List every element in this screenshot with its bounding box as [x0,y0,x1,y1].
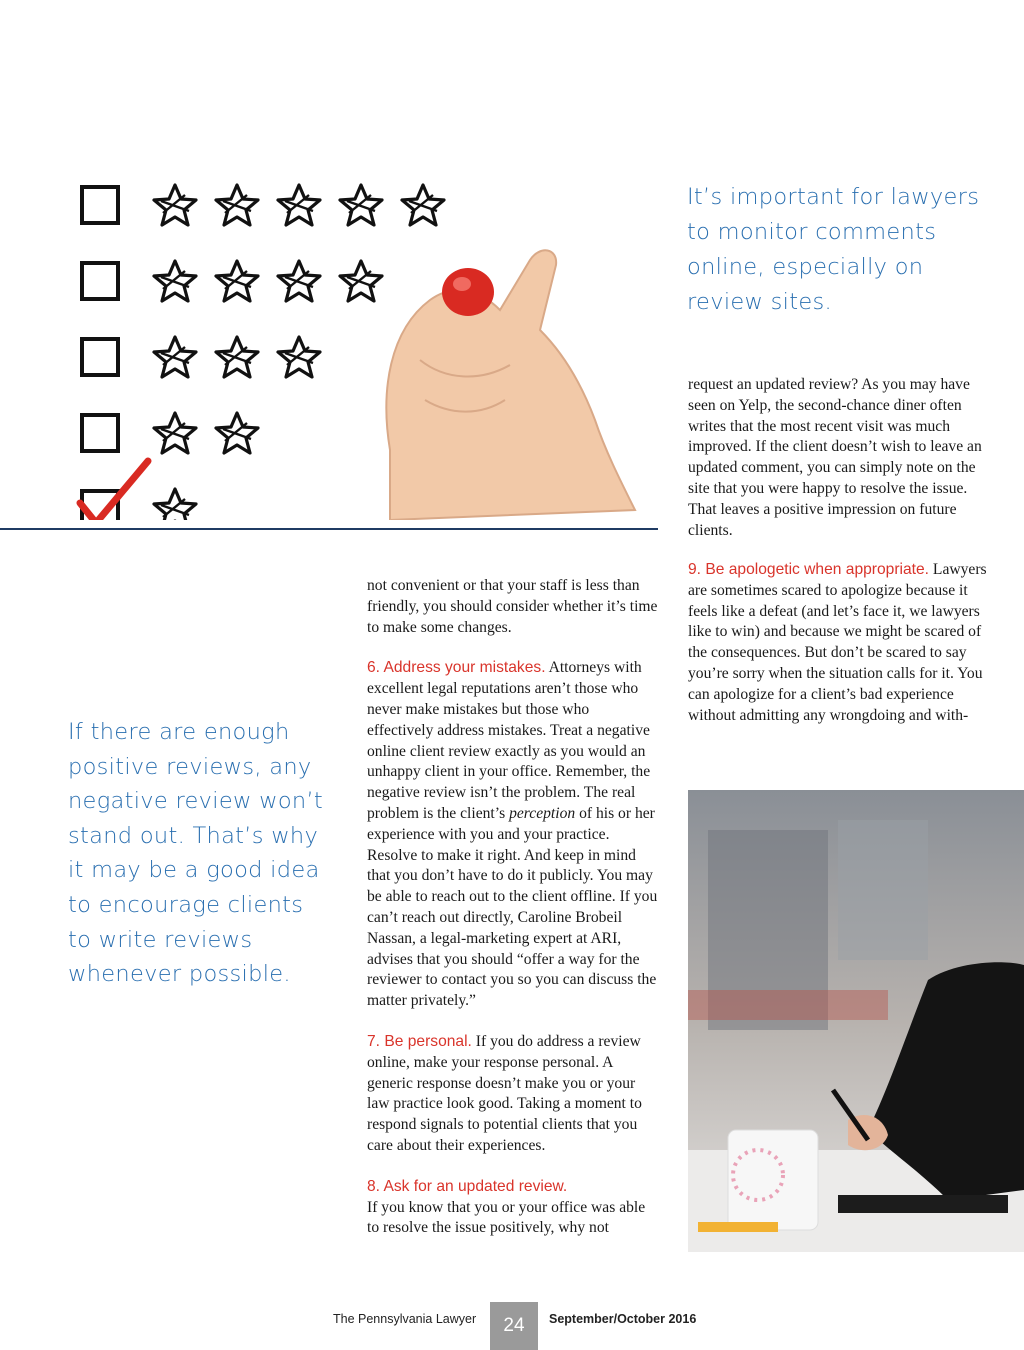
item-7-text: If you do address a review online, make your response personal. A generic response doesn’t make you or your law practice look good. Taking a moment to respond signals to potential clients that you care about their experiences. [367,1032,642,1154]
item-6-emphasis: perception [509,804,576,822]
photo-person-writing [688,790,1024,1252]
rating-illustration [60,150,660,520]
paragraph-item-9 [688,560,988,726]
checkbox [82,415,118,451]
item-6-text-b: of his or her experience with you and your practice. Resolve to make it right. And keep in mind that you don’t have to do it publicly. You may be able to reach out to the client offline. If you can’t reach out directly, Caroline Brobeil Nassan, a legal-marketing expert at ARI, advises that you should “offer a way for the reviewer to contact you so you can discuss the matter privately.” [367,804,658,1010]
rating-rows-svg [60,150,660,520]
star-icon [154,185,196,225]
section-divider [0,528,658,530]
paragraph-item-7 [367,1032,659,1157]
star-icon [216,185,258,225]
star-icon [340,185,382,225]
star-icon [278,337,320,377]
footer-publication-name: The Pennsylvania Lawyer [333,1312,477,1326]
star-icon [154,337,196,377]
pullquote-left: If there are enough positive reviews, any negative review won’t stand out. That’s why it may be a good idea to encourage clients to write reviews whenever possible. [68,719,324,988]
star-icon [278,261,320,301]
star-icon [216,261,258,301]
heading-9: 9. Be apologetic when appropriate. [688,561,930,578]
paragraph-item-8 [367,1177,659,1239]
star-icon [154,413,196,453]
checkbox [82,187,118,223]
star-icon [340,261,382,301]
star-icon [154,261,196,301]
heading-7: 7. Be personal. [367,1032,472,1050]
heading-8: 8. Ask for an updated review. [367,1177,568,1195]
item-8-text: If you know that you or your office was able to resolve the issue positively, why not [367,1198,646,1237]
item-9-text: Lawyers are sometimes scared to apologize because it feels like a defeat (and let’s face it, we lawyers like to win) and because we might be scared of the consequences. But don’t be scared to say you’re sorry when the situation calls for it. You can apologize for a client’s bad experience without admitting any wrongdoing and with- [688,561,987,724]
pullquote-top: It’s important for lawyers to monitor comments online, especially on review sites. [687,184,980,315]
photo-svg [688,790,1024,1252]
footer-issue-date: September/October 2016 [549,1312,697,1326]
star-icon [216,337,258,377]
paragraph: not convenient or that your staff is less than friendly, you should consider whether it’s time to make some changes. [367,577,658,636]
page-number: 24 [490,1302,538,1350]
article-column-right-bottom [688,560,988,726]
paragraph-item-8-continued: request an updated review? As you may have seen on Yelp, the second-chance diner often writes that the most recent visit was much improved. If the client doesn’t wish to leave an updated comment, you can simply note on the site that you were happy to resolve the issue. That leaves a positive impression on future clients. [688,376,982,539]
star-icon [402,185,444,225]
article-column-right-top [688,375,988,541]
checkbox [82,263,118,299]
star-icon [278,185,320,225]
star-icon [216,413,258,453]
item-6-text-a: Attorneys with excellent legal reputations aren’t those who never make mistakes but those who effectively address mistakes. Treat a negative online client review exactly as you would an unhappy client in your office. Remember, the negative review isn’t the problem. The real problem is the client’s [367,659,651,822]
paragraph-item-6 [367,658,659,1012]
article-column-middle [367,576,659,1239]
checkbox [82,339,118,375]
star-icon [154,489,196,520]
heading-6: 6. Address your mistakes. [367,659,546,677]
